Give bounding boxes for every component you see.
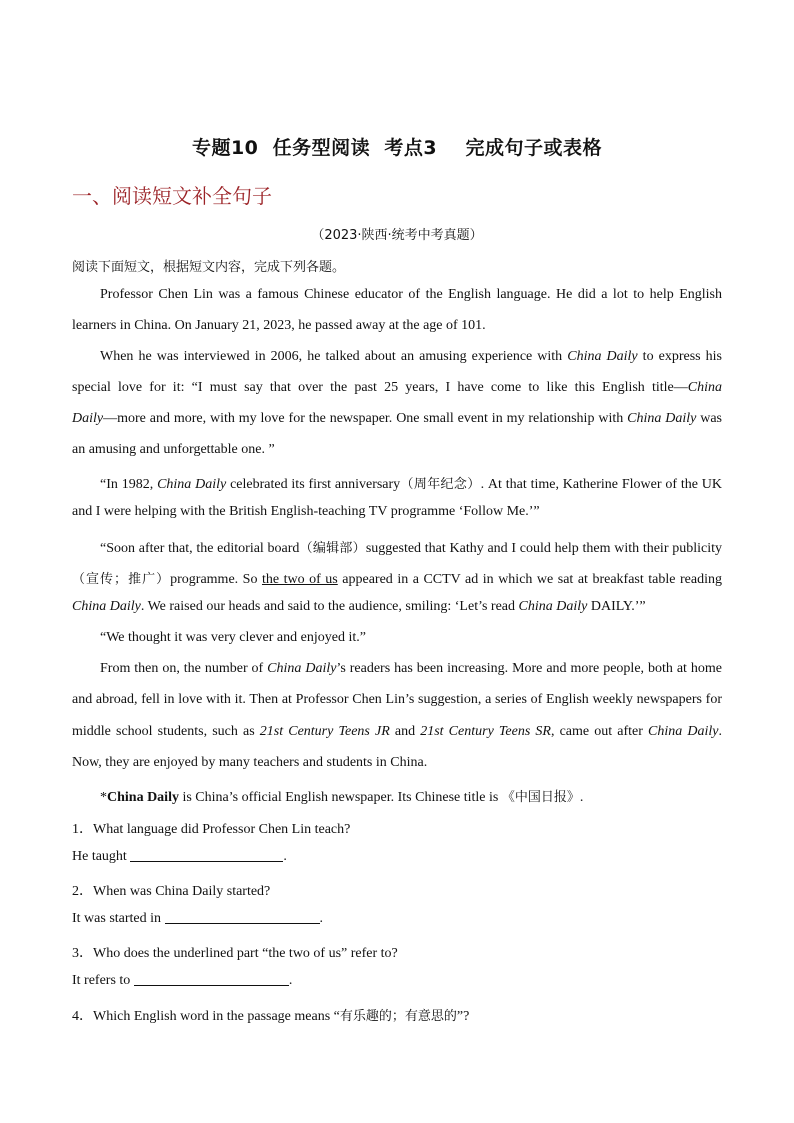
paragraph-2-line-2: special love for it: “I must say that over the past 25 years, I have come to like this English title—China <box>72 380 722 395</box>
paragraph-6-line-2: and abroad, fell in love with it. Then at Professor Chen Lin’s suggestion, a series of English weekly newspapers for <box>72 692 722 707</box>
answer-blank-2[interactable] <box>165 911 320 924</box>
source-note: （2023·陕西·统考中考真题） <box>311 228 483 243</box>
question-4: 4．Which English word in the passage means “有乐趣的；有意思的”? <box>72 1009 470 1024</box>
question-2: 2．When was China Daily started? <box>72 884 271 899</box>
answer-line-1: He taught . <box>72 849 287 864</box>
footnote: *China Daily is China’s official English newspaper. Its Chinese title is 《中国日报》. <box>100 790 584 805</box>
paragraph-1-line-2: learners in China. On January 21, 2023, he passed away at the age of 101. <box>72 318 486 333</box>
paragraph-6-line-1: From then on, the number of China Daily’s readers has been increasing. More and more people, both at home <box>100 661 722 676</box>
paragraph-2-line-1: When he was interviewed in 2006, he talked about an amusing experience with China Daily to express his <box>100 349 722 364</box>
paragraph-2-line-3: Daily—more and more, with my love for the newspaper. One small event in my relationship with China Daily was <box>72 411 722 426</box>
answer-line-3: It refers to . <box>72 973 293 988</box>
paragraph-3-line-2: and I were helping with the British English-teaching TV programme ‘Follow Me.’” <box>72 504 540 519</box>
underlined-phrase: the two of us <box>261 572 338 587</box>
paragraph-1-line-1: Professor Chen Lin was a famous Chinese educator of the English language. He did a lot to help English <box>100 287 722 302</box>
paragraph-6-line-4: Now, they are enjoyed by many teachers and students in China. <box>72 755 428 770</box>
paragraph-4-line-3: China Daily. We raised our heads and said to the audience, smiling: ‘Let’s read China Daily DAILY.’” <box>72 599 646 614</box>
paragraph-6-line-3: middle school students, such as 21st Century Teens JR and 21st Century Teens SR, came out after China Daily. <box>72 724 722 739</box>
paragraph-3-line-1: “In 1982, China Daily celebrated its first anniversary（周年纪念）. At that time, Katherine Flower of the UK <box>100 477 722 492</box>
page-title: 专题10 任务型阅读 考点3 完成句子或表格 <box>191 137 603 159</box>
section-heading: 一、阅读短文补全句子 <box>72 184 272 208</box>
paragraph-5: “We thought it was very clever and enjoyed it.” <box>100 630 366 645</box>
paragraph-4-line-2: （宣传；推广）programme. So the two of us appeared in a CCTV ad in which we sat at breakfast table reading <box>72 572 722 587</box>
question-1: 1．What language did Professor Chen Lin teach? <box>72 822 351 837</box>
question-3: 3．Who does the underlined part “the two of us” refer to? <box>72 946 398 961</box>
answer-line-2: It was started in . <box>72 911 324 926</box>
answer-blank-1[interactable] <box>130 849 283 862</box>
answer-blank-3[interactable] <box>134 973 289 986</box>
instruction: 阅读下面短文，根据短文内容，完成下列各题。 <box>72 260 346 275</box>
paragraph-4-line-1: “Soon after that, the editorial board（编辑部）suggested that Kathy and I could help them with their publicity <box>100 541 722 556</box>
paragraph-2-line-4: an amusing and unforgettable one. ” <box>72 442 275 457</box>
